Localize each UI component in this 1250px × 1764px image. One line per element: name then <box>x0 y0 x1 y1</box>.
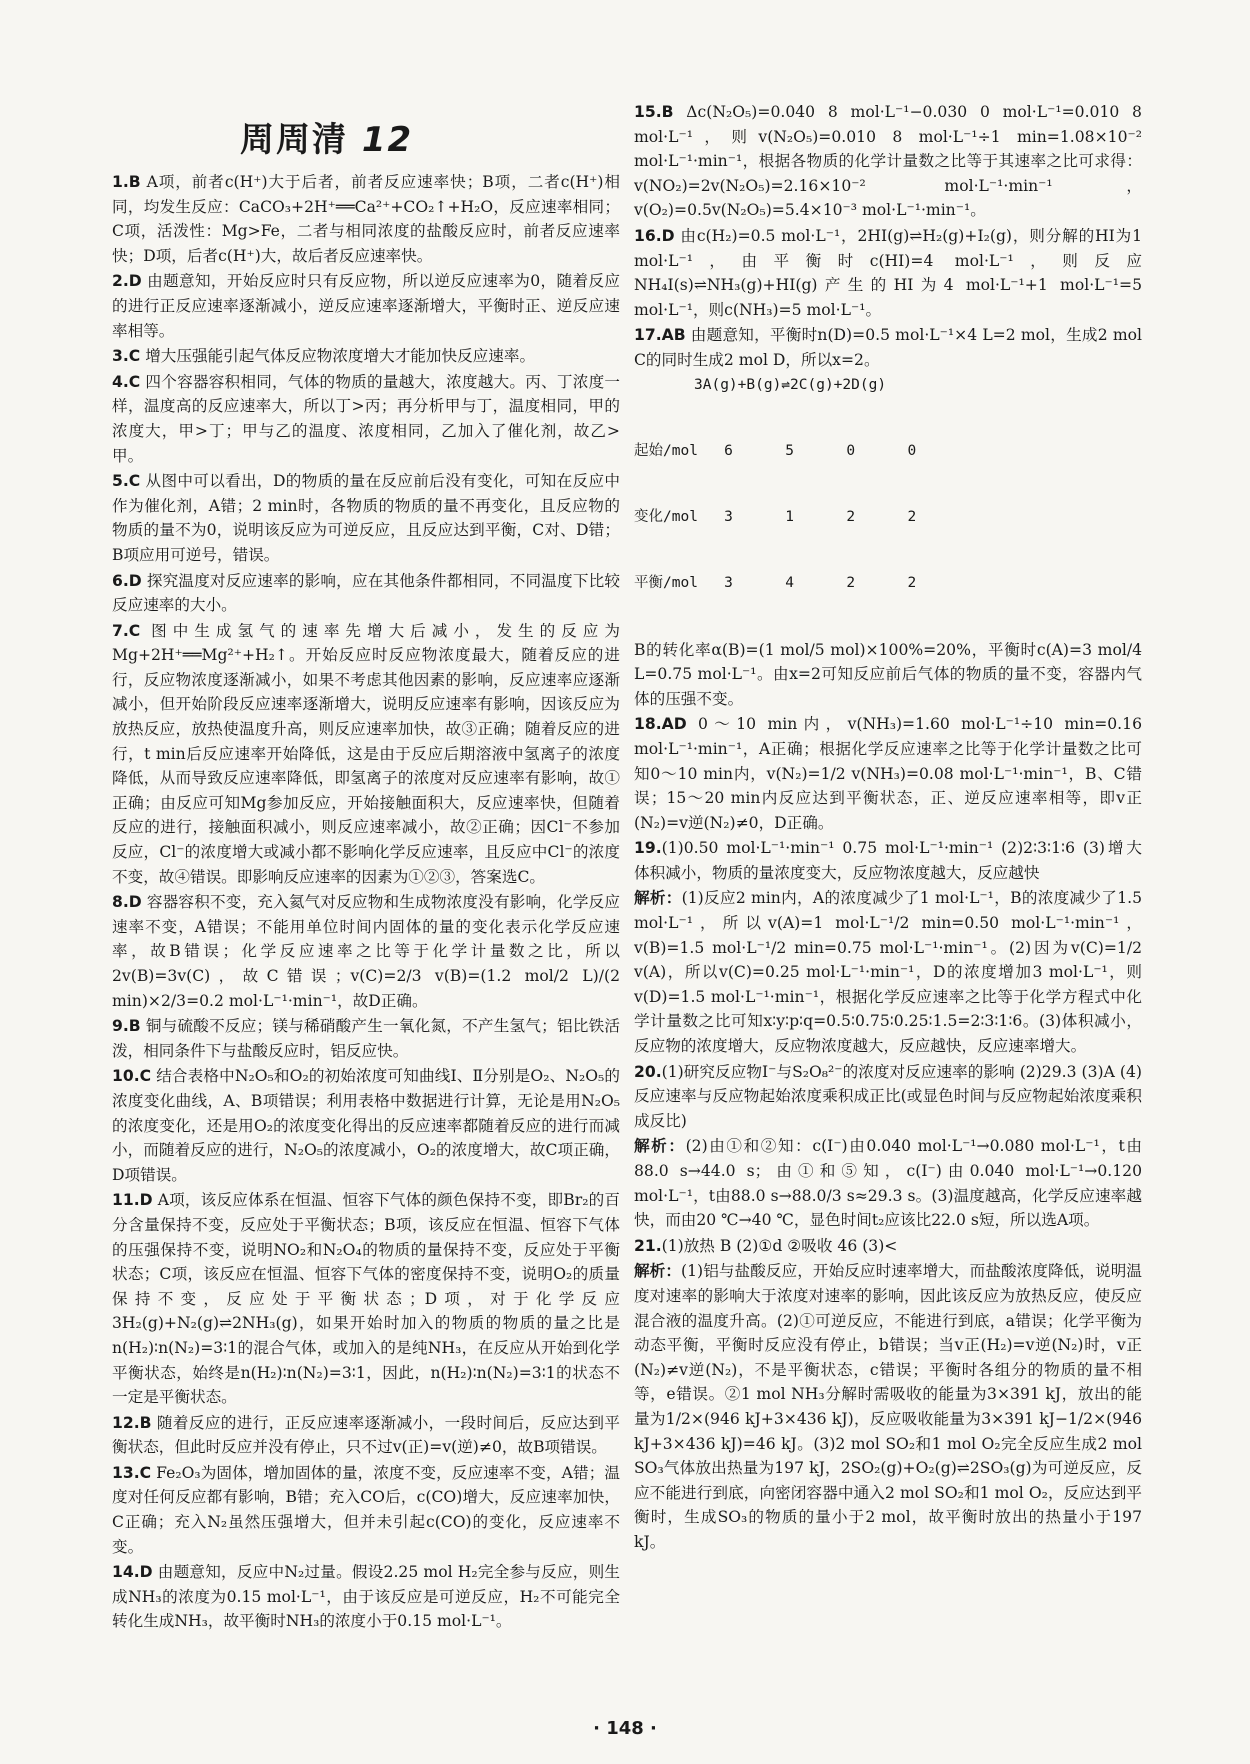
equilibrium-table <box>634 396 1142 638</box>
answer-text: 由题意知，反应中N₂过量。假设2.25 mol H₂完全参与反应，则生成NH₃的浓度为0.15 mol·L⁻¹，由于该反应是可逆反应，H₂不可能完全转化生成NH₃，故平衡时NH₃的浓度小于0.15 mol·L⁻¹。 <box>112 1563 620 1631</box>
page-title <box>240 112 500 161</box>
answer-text: B的转化率α(B)=(1 mol/5 mol)×100%=20%，平衡时c(A)=3 mol/4 L=0.75 mol·L⁻¹。由x=2可知反应前后气体的物质的量不变，容器内气体的压强不变。 <box>634 640 1142 708</box>
answer-item-19 <box>634 836 1142 885</box>
answer-text: 从图中可以看出，D的物质的量在反应前后没有变化，可知在反应中作为催化剂，A错；2 min时，各物质的物质的量不再变化，且反应物的物质的量不为0，说明该反应为可逆反应，且反应达到平衡，C对、D错；B项应用可逆号，错误。 <box>112 472 620 564</box>
answer-item-7 <box>112 619 620 890</box>
answer-text: Fe₂O₃为固体，增加固体的量，浓度不变，反应速率不变，A错；温度对任何反应都有影响，B错；充入CO后，c(CO)增大，反应速率加快，C正确；充入N₂虽然压强增大，但并未引起c(CO)的变化，反应速率不变。 <box>112 1463 620 1556</box>
answer-text: 0～10 min内，v(NH₃)=1.60 mol·L⁻¹÷10 min=0.16 mol·L⁻¹·min⁻¹，A正确；根据化学反应速率之比等于化学计量数之比可知0～10 min内，v(N₂)=1/2 v(NH₃)=0.08 mol·L⁻¹·min⁻¹，B、C错误；15～20 min内反应达到平衡状态，正、逆反应速率相等，即v正(N₂)=v逆(N₂)≠0，D正确。 <box>634 715 1142 832</box>
question-number: 8.D <box>112 893 142 912</box>
answer-text: (1)放热 B (2)①d ②吸收 46 (3)< <box>661 1236 898 1255</box>
answer-item-16 <box>634 224 1142 322</box>
table-row: 起始/mol 6 5 0 0 <box>634 442 917 459</box>
answer-item-14 <box>112 1560 620 1634</box>
answer-text: Δc(N₂O₅)=0.040 8 mol·L⁻¹−0.030 0 mol·L⁻¹=0.010 8 mol·L⁻¹，则v(N₂O₅)=0.010 8 mol·L⁻¹÷1 min=1.08×10⁻² mol·L⁻¹·min⁻¹，根据各物质的化学计量数之比等于其速率之比可求得：v(NO₂)=2v(N₂O₅)=2.16×10⁻² mol·L⁻¹·min⁻¹，v(O₂)=0.5v(N₂O₅)=5.4×10⁻³ mol·L⁻¹·min⁻¹。 <box>634 103 1142 220</box>
question-number: 17.AB <box>634 326 686 345</box>
answer-text: 由题意知，开始反应时只有反应物，所以逆反应速率为0，随着反应的进行正反应速率逐渐减小，逆反应速率逐渐增大，平衡时正、逆反应速率相等。 <box>112 272 621 340</box>
question-number: 10.C <box>112 1067 152 1086</box>
answer-item-9 <box>112 1014 620 1063</box>
question-number: 9.B <box>112 1017 141 1036</box>
answer-item-17-cont <box>634 638 1142 712</box>
analysis-19 <box>634 886 1142 1058</box>
title-text: 周周清 <box>240 120 348 160</box>
answer-item-11 <box>112 1188 620 1409</box>
answer-text: (1)铝与盐酸反应，开始反应时速率增大，而盐酸浓度降低，说明温度对速率的影响大于浓度对速率的影响，因此该反应为放热反应，使反应混合液的温度升高。(2)①可逆反应，不能进行到底，a错误；化学平衡为动态平衡，平衡时反应没有停止，b错误；当v正(H₂)=v逆(N₂)时，v正(N₂)≠v逆(N₂)，不是平衡状态，c错误；平衡时各组分的物质的量不相等，e错误。②1 mol NH₃分解时需吸收的能量为3×391 kJ，放出的能量为1/2×(946 kJ+3×436 kJ)，反应吸收能量为3×391 kJ−1/2×(946 kJ+3×436 kJ)=46 kJ。(3)2 mol SO₂和1 mol O₂完全反应生成2 mol SO₃气体放出热量为197 kJ，2SO₂(g)+O₂(g)⇌2SO₃(g)为可逆反应，反应不能进行到底，向密闭容器中通入2 mol SO₂和1 mol O₂，反应达到平衡时，生成SO₃的物质的量小于2 mol，故平衡时放出的热量小于197 kJ。 <box>634 1262 1142 1551</box>
answer-text: (1)反应2 min内，A的浓度减少了1 mol·L⁻¹，B的浓度减少了1.5 mol·L⁻¹，所以v(A)=1 mol·L⁻¹/2 min=0.50 mol·L⁻¹·min⁻¹，v(B)=1.5 mol·L⁻¹/2 min=0.75 mol·L⁻¹·min⁻¹。(2)因为v(C)=1/2 v(A)，所以v(C)=0.25 mol·L⁻¹·min⁻¹，D的浓度增加3 mol·L⁻¹，则v(D)=1.5 mol·L⁻¹·min⁻¹，根据化学反应速率之比等于化学方程式中化学计量数之比可知x∶y∶p∶q=0.5∶0.75∶0.25∶1.5=2∶3∶1∶6。(3)体积减小，反应物的浓度增大，反应物浓度越大，反应越快，反应速率增大。 <box>634 889 1142 1056</box>
question-number: 7.C <box>112 621 141 640</box>
left-column <box>112 170 620 1635</box>
answer-item-20 <box>634 1060 1142 1134</box>
answer-item-8 <box>112 890 620 1013</box>
answer-text: A项，该反应体系在恒温、恒容下气体的颜色保持不变，即Br₂的百分含量保持不变，反应处于平衡状态；B项，该反应在恒温、恒容下气体的压强保持不变，说明NO₂和N₂O₄的物质的量保持不变，反应处于平衡状态；C项，该反应在恒温、恒容下气体的密度保持不变，说明O₂的质量保持不变，反应处于平衡状态；D项，对于化学反应3H₂(g)+N₂(g)⇌2NH₃(g)，如果开始时加入的物质的物质的量之比是n(H₂)∶n(N₂)=3∶1的混合气体，或加入的是纯NH₃，在反应从开始到化学平衡状态，始终是n(H₂)∶n(N₂)=3∶1，因此，n(H₂)∶n(N₂)=3∶1的状态不一定是平衡状态。 <box>112 1191 620 1407</box>
analysis-label: 解析： <box>634 1262 682 1281</box>
answer-text: 探究温度对反应速率的影响，应在其他条件都相同，不同温度下比较反应速率的大小。 <box>112 571 620 615</box>
table-row: 变化/mol 3 1 2 2 <box>634 508 917 525</box>
question-number: 5.C <box>112 472 141 491</box>
question-number: 13.C <box>112 1463 152 1482</box>
question-number: 3.C <box>112 347 141 366</box>
answer-item-13 <box>112 1461 620 1559</box>
answer-item-12 <box>112 1411 620 1460</box>
title-number: 12 <box>361 120 414 160</box>
table-row: 平衡/mol 3 4 2 2 <box>634 574 917 591</box>
analysis-label: 解析： <box>634 1137 686 1156</box>
answer-text: 结合表格中N₂O₅和O₂的初始浓度可知曲线Ⅰ、Ⅱ分别是O₂、N₂O₅的浓度变化曲线，A、B项错误；利用表格中数据进行计算，无论是用N₂O₅的浓度变化，还是用O₂的浓度变化得出的反应速率都随着反应的进行而减小，而随着反应的进行，N₂O₅的浓度减小，O₂的浓度增大，故C项正确，D项错误。 <box>112 1067 620 1184</box>
question-number: 15.B <box>634 103 674 121</box>
reaction-equation: 3A(g)+B(g)⇌2C(g)+2D(g) <box>694 376 887 393</box>
answer-text: 四个容器容积相同，气体的物质的量越大，浓度越大。丙、丁浓度一样，温度高的反应速率大，所以丁>丙；再分析甲与丁，温度相同，甲的浓度大，甲>丁；甲与乙的温度、浓度相同，乙加入了催化剂，故乙>甲。 <box>112 372 620 465</box>
answer-item-6 <box>112 569 620 618</box>
answer-item-15 <box>634 100 1142 223</box>
analysis-20 <box>634 1134 1142 1232</box>
question-number: 14.D <box>112 1563 153 1582</box>
question-number: 18.AD <box>634 715 687 734</box>
answer-item-10 <box>112 1064 620 1187</box>
question-number: 21. <box>634 1236 662 1255</box>
answer-text: 容器容积不变，充入氦气对反应物和生成物浓度没有影响，化学反应速率不变，A错误；不能用单位时间内固体的量的变化表示化学反应速率，故B错误；化学反应速率之比等于化学计量数之比，所以2v(B)=3v(C)，故C错误；v(C)=2/3 v(B)=(1.2 mol/2 L)/(2 min)×2/3=0.2 mol·L⁻¹·min⁻¹，故D正确。 <box>112 893 620 1010</box>
answer-text: (1)0.50 mol·L⁻¹·min⁻¹ 0.75 mol·L⁻¹·min⁻¹ (2)2∶3∶1∶6 (3)增大 体积减小，物质的量浓度变大，反应物浓度越大，反应越快 <box>634 839 1142 882</box>
question-number: 6.D <box>112 571 142 590</box>
answer-text: 由题意知，平衡时n(D)=0.5 mol·L⁻¹×4 L=2 mol，生成2 mol C的同时生成2 mol D，所以x=2。 <box>634 326 1142 369</box>
answer-text: 图中生成氢气的速率先增大后减小，发生的反应为Mg+2H⁺══Mg²⁺+H₂↑。开始反应时反应物浓度最大，随着反应的进行，反应物浓度逐渐减小，如果不考虑其他因素的影响，反应速率应逐渐减小，但开始阶段反应速率逐渐增大，说明反应速率有影响，因该反应为放热反应，放热使温度升高，则反应速率加快，故③正确；随着反应的进行，t min后反应速率开始降低，这是由于反应后期溶液中氢离子的浓度降低，从而导致反应速率降低，即氢离子的浓度对反应速率有影响，故①正确；由反应可知Mg参加反应，开始接触面积大，反应速率快，但随着反应的进行，接触面积减小，则反应速率减小，故②正确；因Cl⁻不参加反应，Cl⁻的浓度增大或减小都不影响化学反应速率，且反应中Cl⁻的浓度不变，故④错误。即影响反应速率的因素为①②③，答案选C。 <box>112 621 620 886</box>
right-column <box>634 100 1142 1556</box>
answer-item-18 <box>634 712 1142 835</box>
answer-item-17 <box>634 323 1142 372</box>
answer-item-3 <box>112 344 620 369</box>
question-number: 20. <box>634 1062 662 1081</box>
question-number: 12.B <box>112 1413 152 1432</box>
answer-item-1 <box>112 170 620 268</box>
analysis-21 <box>634 1259 1142 1554</box>
answer-text: (1)研究反应物I⁻与S₂O₈²⁻的浓度对反应速率的影响 (2)29.3 (3)A (4)反应速率与反应物起始浓度乘积成正比(或显色时间与反应物起始浓度乘积成反比) <box>634 1062 1142 1130</box>
answer-item-2 <box>112 269 620 343</box>
question-number: 16.D <box>634 226 675 245</box>
page-number: · 148 · <box>593 1718 657 1739</box>
answer-item-21 <box>634 1234 1142 1259</box>
question-number: 1.B <box>112 173 141 191</box>
question-number: 11.D <box>112 1191 153 1210</box>
question-number: 4.C <box>112 372 141 391</box>
answer-text: A项，前者c(H⁺)大于后者，前者反应速率快；B项，二者c(H⁺)相同，均发生反应：CaCO₃+2H⁺══Ca²⁺+CO₂↑+H₂O，反应速率相同；C项，活泼性：Mg>Fe，二者与相同浓度的盐酸反应时，前者反应速率快；D项，后者c(H⁺)大，故后者反应速率快。 <box>112 173 620 265</box>
answer-text: 由c(H₂)=0.5 mol·L⁻¹，2HI(g)⇌H₂(g)+I₂(g)，则分解的HI为1 mol·L⁻¹，由平衡时c(HI)=4 mol·L⁻¹，则反应NH₄I(s)⇌NH₃(g)+HI(g)产生的HI为4 mol·L⁻¹+1 mol·L⁻¹=5 mol·L⁻¹，则c(NH₃)=5 mol·L⁻¹。 <box>634 226 1142 319</box>
answer-text: 增大压强能引起气体反应物浓度增大才能加快反应速率。 <box>145 347 536 366</box>
answer-text: (2)由①和②知：c(I⁻)由0.040 mol·L⁻¹→0.080 mol·L⁻¹，t由88.0 s→44.0 s；由①和⑤知，c(I⁻)由0.040 mol·L⁻¹→0.120 mol·L⁻¹，t由88.0 s→88.0/3 s≈29.3 s。(3)温度越高，化学反应速率越快，而由20 ℃→40 ℃，显色时间t₂应该比22.0 s短，所以选A项。 <box>634 1137 1142 1230</box>
answer-item-5 <box>112 469 620 567</box>
answer-text: 随着反应的进行，正反应速率逐渐减小，一段时间后，反应达到平衡状态，但此时反应并没有停止，只不过v(正)=v(逆)≠0，故B项错误。 <box>112 1413 620 1457</box>
question-number: 19. <box>634 839 662 858</box>
answer-item-4 <box>112 370 620 468</box>
analysis-label: 解析： <box>634 889 682 908</box>
answer-text: 铜与硫酸不反应；镁与稀硝酸产生一氧化氮，不产生氢气；铝比铁活泼，相同条件下与盐酸反应时，铝反应快。 <box>112 1017 620 1060</box>
question-number: 2.D <box>112 272 142 291</box>
